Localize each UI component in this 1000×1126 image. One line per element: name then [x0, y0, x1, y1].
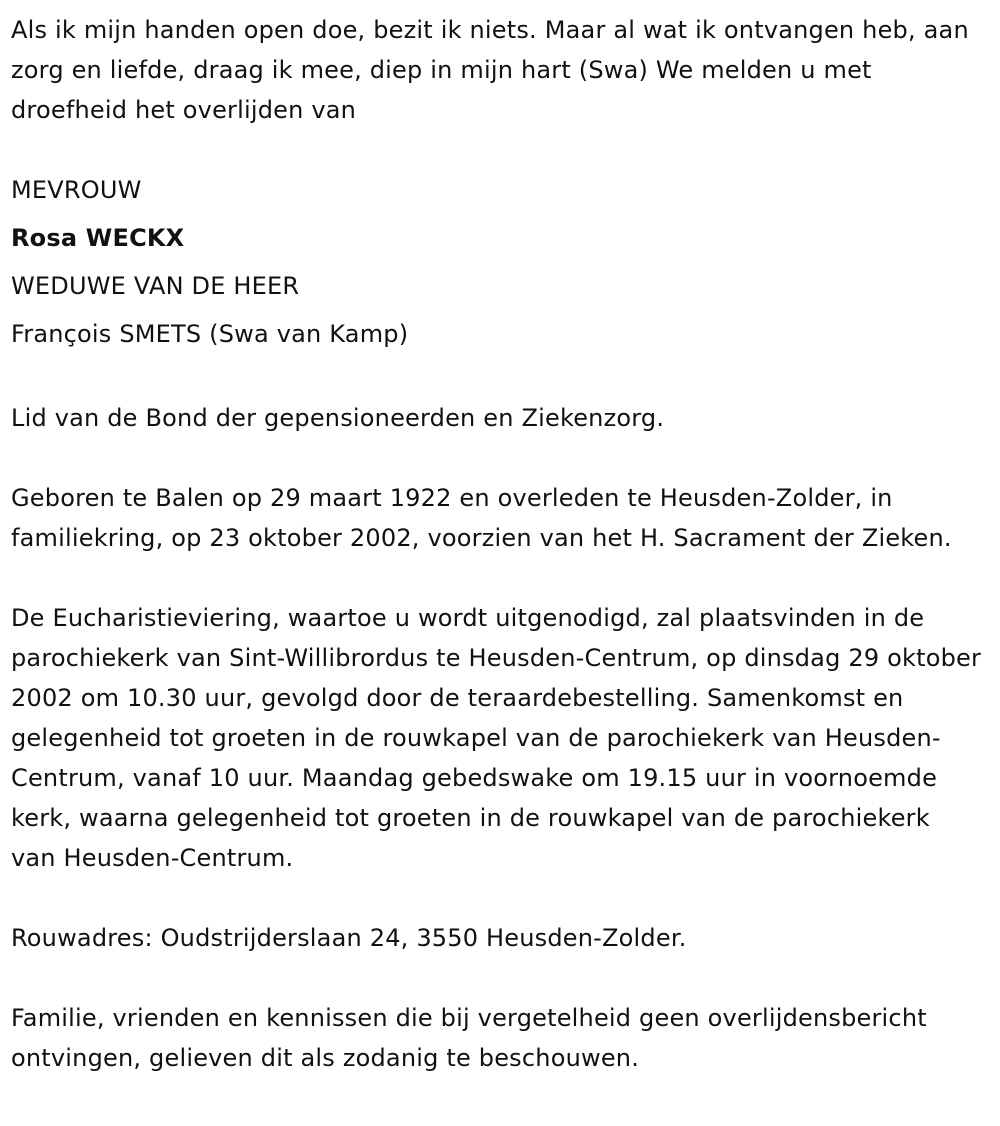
- intro-paragraph: Als ik mijn handen open doe, bezit ik niets. Maar al wat ik ontvangen heb, aan zorg en liefde, draag ik mee, diep in mijn hart (Swa) We melden u met droefheid het overlijden van: [11, 16, 969, 124]
- widow-line: WEDUWE VAN DE HEER: [11, 272, 300, 300]
- address-paragraph: Rouwadres: Oudstrijderslaan 24, 3550 Heusden-Zolder.: [11, 924, 687, 952]
- deceased-name: Rosa WECKX: [11, 224, 185, 252]
- spacer: [11, 958, 982, 998]
- membership-paragraph: Lid van de Bond der gepensioneerden en Ziekenzorg.: [11, 404, 665, 432]
- closing-paragraph: Familie, vrienden en kennissen die bij vergetelheid geen overlijdensbericht ontvingen, gelieven dit als zodanig te beschouwen.: [11, 1004, 927, 1072]
- birth-death-paragraph: Geboren te Balen op 29 maart 1922 en overleden te Heusden-Zolder, in familiekring, op 23 oktober 2002, voorzien van het H. Sacrament der Zieken.: [11, 484, 952, 552]
- spacer: [11, 438, 982, 478]
- title-line: MEVROUW: [11, 176, 142, 204]
- spacer: [11, 558, 982, 598]
- spacer: [11, 130, 982, 170]
- spacer: [11, 878, 982, 918]
- ceremony-paragraph: De Eucharistieviering, waartoe u wordt uitgenodigd, zal plaatsvinden in de parochiekerk van Sint-Willibrordus te Heusden-Centrum, op dinsdag 29 oktober 2002 om 10.30 uur, gevolgd door de teraardebestelling. Samenkomst en gelegenheid tot groeten in de rouwkapel van de parochiekerk van Heusden-Centrum, vanaf 10 uur. Maandag gebedswake om 19.15 uur in voornoemde kerk, waarna gelegenheid tot groeten in de rouwkapel van de parochiekerk van Heusden-Centrum.: [11, 604, 982, 872]
- husband-name: François SMETS (Swa van Kamp): [11, 320, 409, 348]
- spacer: [11, 358, 982, 398]
